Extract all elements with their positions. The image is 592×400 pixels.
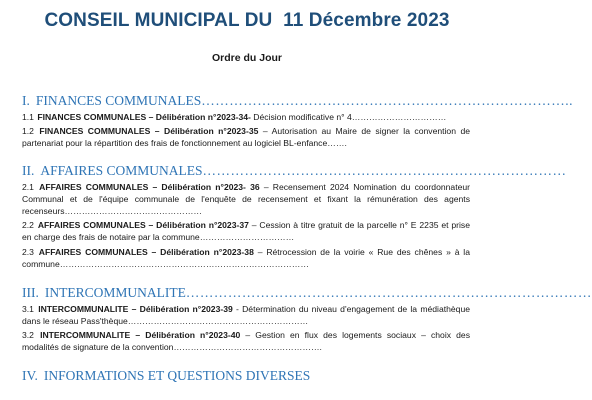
item-text: - Détermination du niveau d'engagement de la médiathèque dans le réseau Pass'thèque……………………………………………………… xyxy=(22,304,471,326)
item-label: FINANCES COMMUNALES – Délibération n°2023-34- xyxy=(37,112,251,122)
item-text: – Autorisation au Maire de signer la convention de partenariat pour la répartition des frais de fonctionnement au logiciel BL-enfance……. xyxy=(22,126,471,148)
item-label: AFFAIRES COMMUNALES – Délibération n°2023-38 xyxy=(38,247,254,257)
agenda-item-2-2 xyxy=(22,219,470,243)
section-heading-affaires xyxy=(22,163,567,179)
item-label: INTERCOMMUNALITE – Délibération n°2023-40 xyxy=(40,330,241,340)
item-ref: 2.3 xyxy=(22,247,34,257)
item-ref: 3.1 xyxy=(22,304,34,314)
item-ref: 2.1 xyxy=(22,182,34,192)
section-number: II. xyxy=(22,163,35,178)
section-title: FINANCES COMMUNALES xyxy=(35,93,202,108)
agenda-item-2-3 xyxy=(22,246,470,270)
item-label: AFFAIRES COMMUNALES – Délibération n°2023- 36 xyxy=(39,182,260,192)
item-ref: 3.2 xyxy=(22,330,34,340)
agenda-item-3-1 xyxy=(22,303,470,327)
item-text: – Cession à titre gratuit de la parcelle n° E 2235 et prise en charge des frais de notaire par la commune…………………………… xyxy=(22,220,471,242)
item-text: – Recensement 2024 Nomination du coordonnateur Communal et de l'équipe communale de l'enquête de recensement et fixant la rémunération des agents recenseurs………………………………………… xyxy=(22,182,471,216)
section-heading-informations xyxy=(22,368,472,384)
agenda-subtitle: Ordre du Jour xyxy=(211,52,282,64)
document-title: CONSEIL MUNICIPAL DU 11 Décembre 2023 xyxy=(44,10,450,31)
item-text: Décision modificative n° 4…………………………… xyxy=(250,112,447,122)
item-ref: 1.1 xyxy=(22,112,34,122)
section-number: IV. xyxy=(22,368,38,383)
section-number: I. xyxy=(22,93,30,108)
item-label: INTERCOMMUNALITE – Délibération n°2023-39 xyxy=(38,304,233,314)
agenda-item-3-2 xyxy=(22,329,470,353)
section-title: INTERCOMMUNALITE xyxy=(44,285,186,300)
section-title: AFFAIRES COMMUNALES xyxy=(40,163,203,178)
agenda-item-1-2 xyxy=(22,125,470,149)
agenda-item-1-1 xyxy=(22,111,470,123)
item-label: FINANCES COMMUNALES – Délibération n°2023-35 xyxy=(39,126,259,136)
section-leader-dots: …………………………………………………………………… xyxy=(202,163,567,178)
section-leader-dots: …………………………………………………………………….. xyxy=(201,93,574,108)
item-label: AFFAIRES COMMUNALES – Délibération n°2023-37 xyxy=(37,220,249,230)
item-ref: 1.2 xyxy=(22,126,34,136)
section-title: INFORMATIONS ET QUESTIONS DIVERSES xyxy=(43,368,311,383)
section-heading-intercommunalite xyxy=(22,285,592,301)
item-text: – Rétrocession de la voirie « Rue des chênes » à la commune…………………………………………………………………………… xyxy=(22,247,471,269)
section-heading-finances xyxy=(22,93,574,109)
item-text: – Gestion en flux des logements sociaux – choix des modalités de signature de la convention……………………………………………. xyxy=(22,330,471,352)
section-leader-dots: …………………………………………………………………………… xyxy=(185,285,592,300)
item-ref: 2.2 xyxy=(22,220,34,230)
agenda-item-2-1 xyxy=(22,181,470,217)
section-number: III. xyxy=(22,285,39,300)
